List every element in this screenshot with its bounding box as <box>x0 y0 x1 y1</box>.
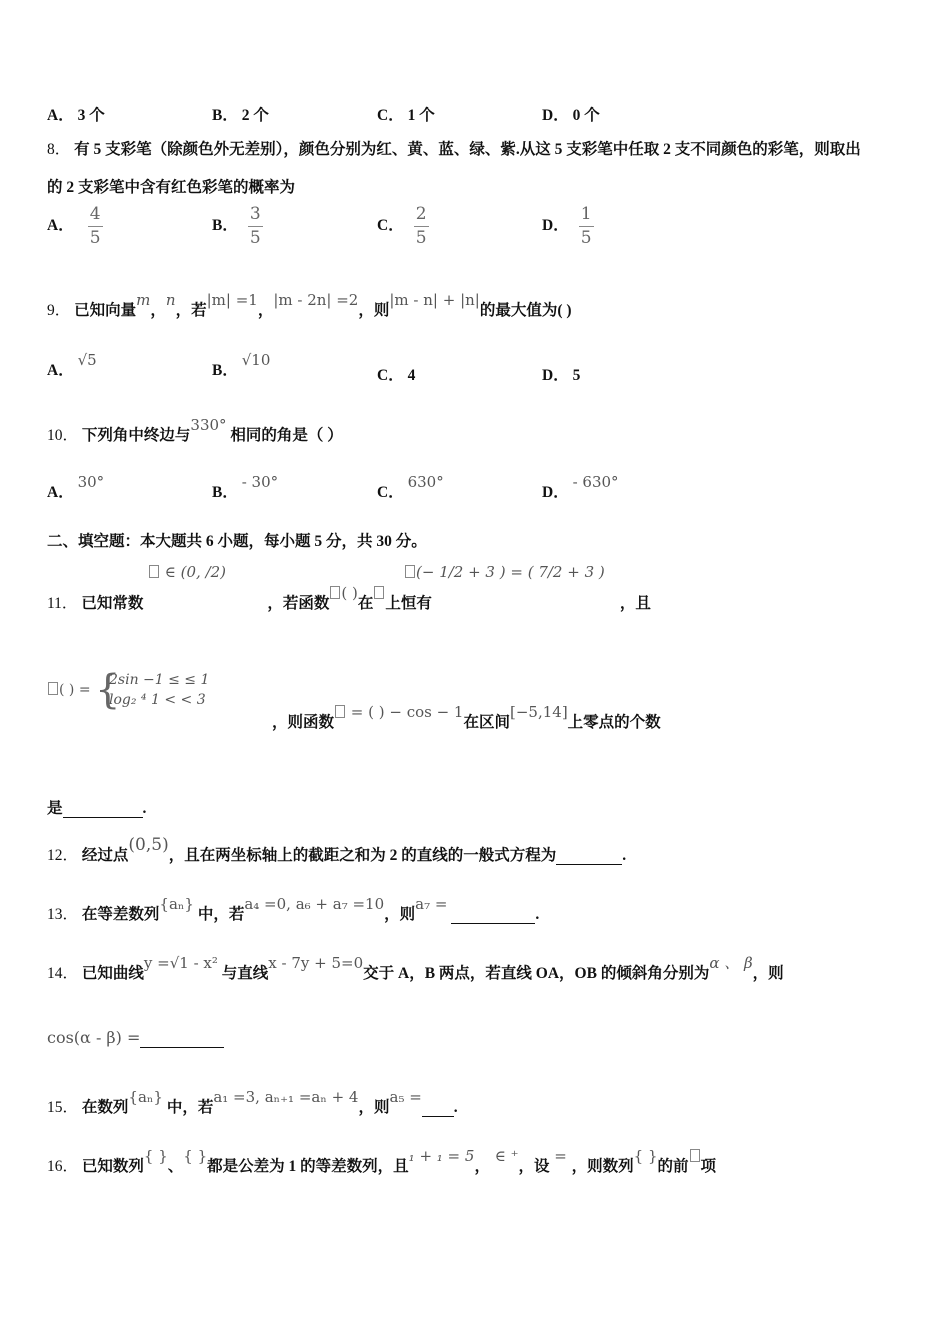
q10-option-d: D． - 630° <box>542 473 619 501</box>
fraction: $\frac{1}{5}$ <box>580 204 592 248</box>
missing-glyph <box>330 586 340 599</box>
fraction: $\frac{3}{5}$ <box>249 204 261 248</box>
document-page: A． 3 个 B． 2 个 C． 1 个 D． 0 个 8． 有 5 支彩笔（除颜色外无差别），颜色分别为红、黄、蓝、绿、紫.从这 5 支彩笔中任取 2 支不同颜色的彩笔，则取出 的 2 支彩笔中含有红色彩笔的概率为 A． $\frac{4}{5}$ B． $\frac{3}{5}$ C． $\frac{2}{5}$ D． $\frac{1}{5}$ 9． 已知向量m，n，若|m| =1，|m - 2n| =2，则|m - n| + |n|的最大值为( ) A． √5 B． √10 C． 4 D． 5 10． 下列角中终边与330° 相同的角是（ ） A． 30° B． - 30° C． 630° D． - 630° 二、填空题：本大题共 6 小题，每小题 5 分，共 30 分。 ∈ (0, /2) (− 1/2 + 3 ) = ( 7/2 + 3 ) 11． 已知常数 ，若函数( )在 上恒有 ，且 ( ) = { 2sin −1 ≤ ≤ 1 log₂ ⁴ 1 < < 3 ，则函数 = ( ) − cos − 1在区间[−5,14]上零点的个数 是 . 12． 经过点(0,5)，且在两坐标轴上的截距之和为 2 的直线的一般式方程为 . 13． 在等差数列{aₙ} 中，若a₄ =0, a₆ + a₇ =10，则a₇ = . 14． 已知曲线y =√1 - x² 与直线x - 7y + 5=0交于 A，B 两点，若直线 OA，OB 的倾斜角分别为α 、 β，则 cos(α - β) = 15． 在数列{aₙ} 中，若a₁ =3, aₙ₊₁ =aₙ + 4，则a₅ =. 16． 已知数列{ }、{ }都是公差为 1 的等差数列，且₁ + ₁ = 5， ∈ ⁺，设 = ，则数列{ }的前 项 <box>0 0 950 1344</box>
q9-option-d: D． 5 <box>542 367 581 384</box>
fraction: $\frac{2}{5}$ <box>415 204 427 248</box>
q11-g-function: = ( ) − cos − 1 <box>334 703 463 721</box>
missing-glyph <box>374 586 384 599</box>
q15-stem: 15． 在数列{aₙ} 中，若a₁ =3, aₙ₊₁ =aₙ + 4，则a₅ =. <box>47 1088 458 1116</box>
q11-line2: ，则函数 = ( ) − cos − 1在区间[−5,14]上零点的个数 <box>272 703 661 731</box>
q10-stem: 10． 下列角中终边与330° 相同的角是（ ） <box>47 416 343 444</box>
q10-option-b: B． - 30° <box>212 473 279 501</box>
missing-glyph <box>690 1149 700 1162</box>
q7-option-b: B． 2 个 <box>212 107 269 124</box>
q8-line2: 的 2 支彩笔中含有红色彩笔的概率为 <box>47 179 296 196</box>
q14-stem: 14． 已知曲线y =√1 - x² 与直线x - 7y + 5=0交于 A，B 两点，若直线 OA，OB 的倾斜角分别为α 、 β，则 <box>47 954 784 982</box>
section-heading: 二、填空题：本大题共 6 小题，每小题 5 分，共 30 分。 <box>47 533 427 550</box>
q7-option-d: D． 0 个 <box>542 107 600 124</box>
q7-option-a: A． 3 个 <box>47 107 105 124</box>
q9-option-b: B． √10 <box>212 351 271 379</box>
brace-glyph: { <box>95 667 121 713</box>
q10-option-a: A． 30° <box>47 473 105 501</box>
answer-blank <box>140 1021 224 1048</box>
q16-stem: 16． 已知数列{ }、{ }都是公差为 1 的等差数列，且₁ + ₁ = 5， ∈ ⁺，设 = ，则数列{ }的前 项 <box>47 1147 717 1175</box>
q8-option-c: C． $\frac{2}{5}$ <box>377 204 427 248</box>
q12-stem: 12． 经过点(0,5)，且在两坐标轴上的截距之和为 2 的直线的一般式方程为 . <box>47 835 627 864</box>
q8-option-a: A． $\frac{4}{5}$ <box>47 204 101 248</box>
missing-glyph <box>48 682 58 695</box>
q7-option-c: C． 1 个 <box>377 107 435 124</box>
answer-blank <box>556 864 622 865</box>
q13-stem: 13． 在等差数列{aₙ} 中，若a₄ =0, a₆ + a₇ =10，则a₇ = . <box>47 895 540 923</box>
q10-option-c: C． 630° <box>377 473 444 501</box>
q11-function: ( ) <box>329 584 357 602</box>
answer-blank <box>451 923 535 924</box>
q11-const-condition: ∈ (0, /2) <box>148 563 226 581</box>
q9-stem: 9． 已知向量m，n，若|m| =1，|m - 2n| =2，则|m - n| + |n|的最大值为( ) <box>47 291 572 319</box>
q8-option-d: D． $\frac{1}{5}$ <box>542 204 592 248</box>
q11-line1: 11． 已知常数 ，若函数( )在 上恒有 ，且 <box>47 584 651 612</box>
answer-blank <box>422 1116 454 1117</box>
q11-line3: 是 . <box>47 800 147 817</box>
q14-answer-line: cos(α - β) = <box>47 1021 224 1048</box>
q11-identity: (− 1/2 + 3 ) = ( 7/2 + 3 ) <box>404 563 605 581</box>
q8-option-b: B． $\frac{3}{5}$ <box>212 204 261 248</box>
missing-glyph <box>405 565 415 578</box>
answer-blank <box>63 817 143 818</box>
missing-glyph <box>149 565 159 578</box>
fraction: $\frac{4}{5}$ <box>89 204 101 248</box>
q9-option-c: C． 4 <box>377 367 416 384</box>
q8-line1: 8． 有 5 支彩笔（除颜色外无差别），颜色分别为红、黄、蓝、绿、紫.从这 5 支彩笔中任取 2 支不同颜色的彩笔，则取出 <box>47 141 861 158</box>
q9-option-a: A． √5 <box>47 351 97 379</box>
missing-glyph <box>335 705 345 718</box>
